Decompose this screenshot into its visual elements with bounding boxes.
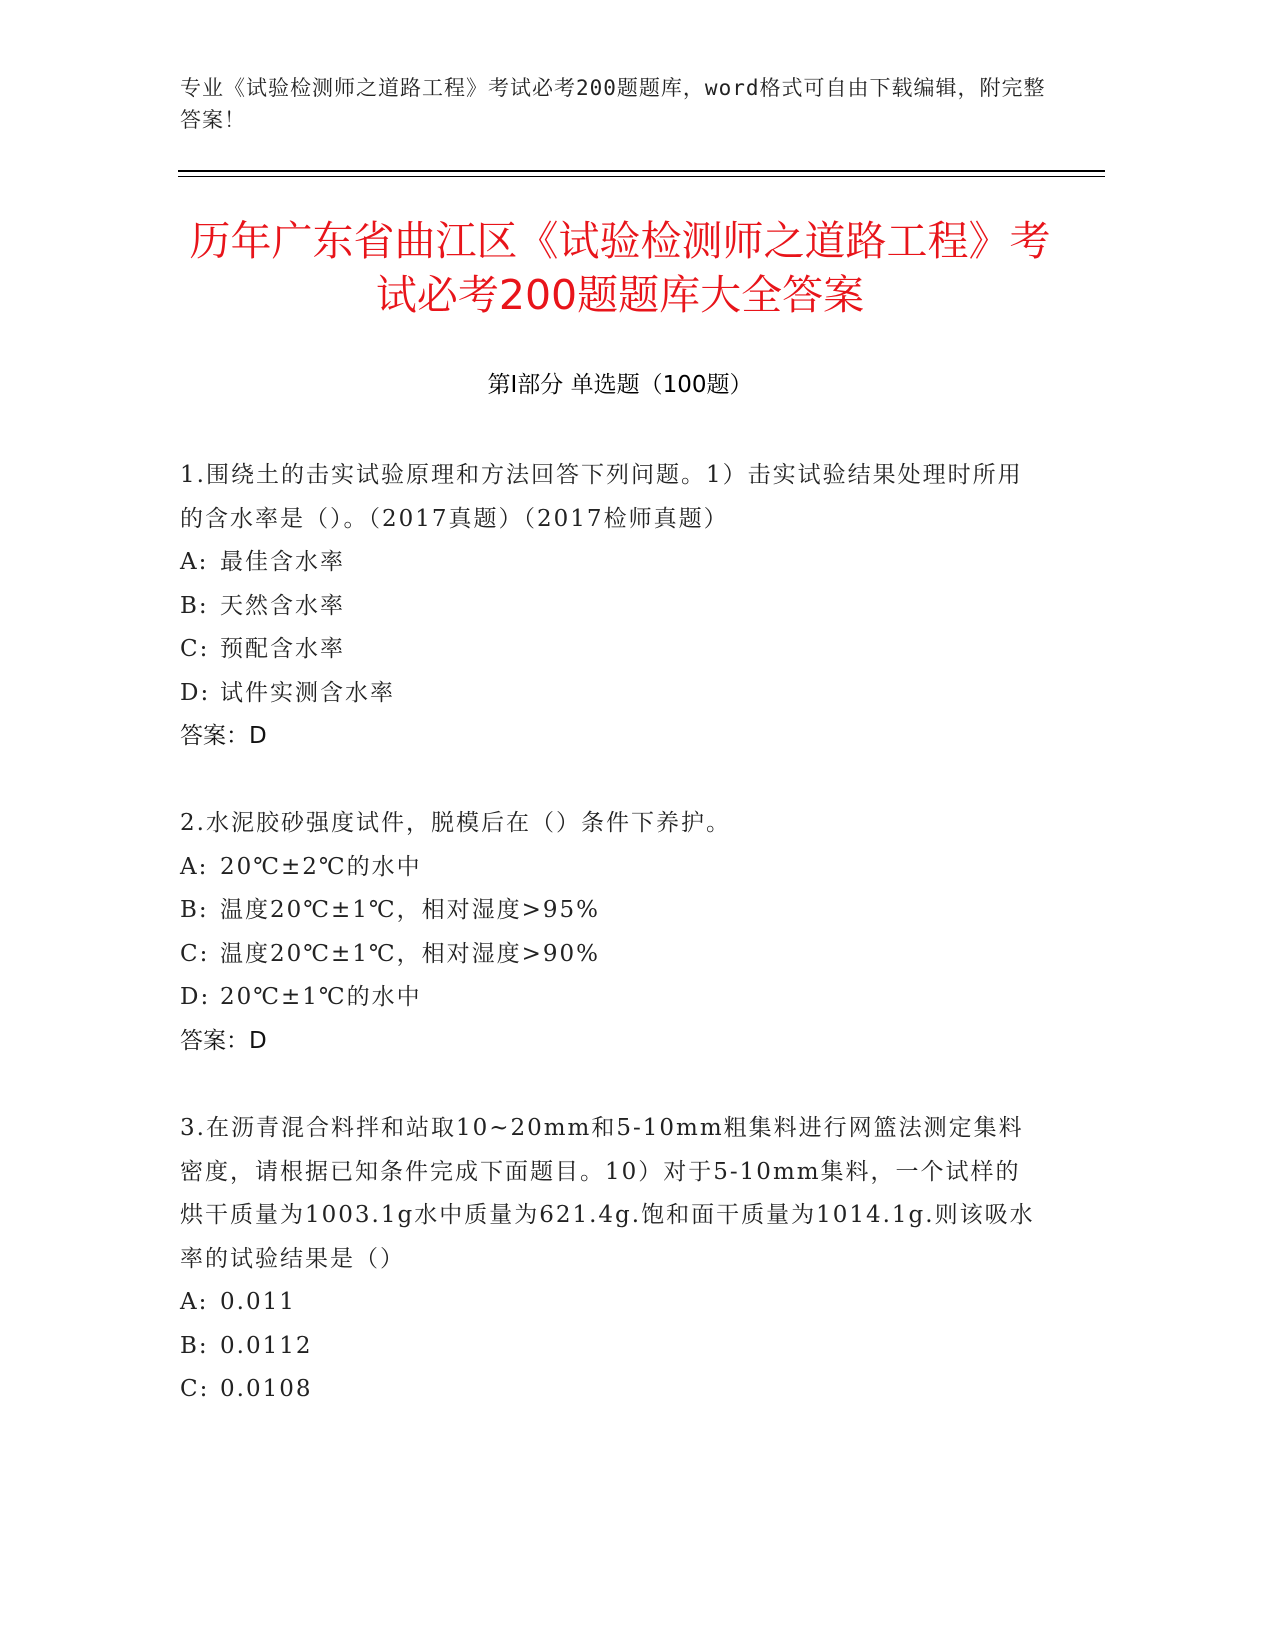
option-a [180, 1281, 1040, 1325]
option-text: 0.011 [220, 1289, 296, 1315]
option-key: A: [180, 853, 209, 880]
option-c [180, 628, 1040, 672]
option-text: 天然含水率 [220, 592, 345, 619]
option-a [180, 541, 1040, 585]
answer-line [180, 1020, 1040, 1064]
option-key: B: [180, 592, 209, 619]
option-b [180, 889, 1040, 933]
answer-line [180, 715, 1040, 759]
option-d [180, 672, 1040, 716]
section-heading: 第I部分 单选题（100题） [487, 372, 753, 398]
option-a [180, 846, 1040, 890]
option-key: C: [180, 636, 210, 662]
answer-value: D [249, 1027, 267, 1054]
option-text: 温度20℃±1℃，相对湿度>90% [220, 940, 601, 967]
option-key: B: [180, 897, 209, 923]
answer-label: 答案： [180, 723, 249, 749]
answer-value: D [249, 723, 267, 749]
option-key: C: [180, 1376, 210, 1402]
option-key: A: [180, 1289, 209, 1315]
option-text: 20℃±2℃的水中 [220, 853, 422, 880]
document-title: 历年广东省曲江区《试验检测师之道路工程》考试必考200题题库大全答案 [189, 217, 1051, 319]
question-stem: 1.围绕土的击实试验原理和方法回答下列问题。1）击实试验结果处理时所用的含水率是（）。（2017真题）（2017检师真题） [180, 462, 1023, 532]
option-c [180, 933, 1040, 977]
question-2 [180, 802, 1040, 1063]
option-d [180, 976, 1040, 1020]
option-text: 温度20℃±1℃，相对湿度>95% [220, 897, 601, 923]
option-key: B: [180, 1332, 209, 1359]
question-stem: 3.在沥青混合料拌和站取10~20mm和5-10mm粗集料进行网篮法测定集料密度，请根据已知条件完成下面题目。10）对于5-10mm集料，一个试样的烘干质量为1003.1g水中质量为621.4g.饱和面干质量为1014.1g.则该吸水率的试验结果是（） [180, 1115, 1035, 1272]
question-stem: 2.水泥胶砂强度试件，脱模后在（）条件下养护。 [180, 810, 731, 836]
option-text: 0.0108 [220, 1376, 313, 1402]
header-rule-thick [178, 170, 1105, 172]
option-text: 0.0112 [220, 1332, 313, 1359]
option-text: 预配含水率 [220, 636, 345, 662]
option-text: 20℃±1℃的水中 [220, 984, 422, 1010]
option-key: A: [180, 549, 209, 575]
option-text: 最佳含水率 [220, 549, 345, 575]
option-key: C: [180, 940, 210, 967]
option-text: 试件实测含水率 [220, 679, 395, 706]
option-b [180, 585, 1040, 629]
option-c [180, 1368, 1040, 1412]
header-note: 专业《试验检测师之道路工程》考试必考200题题库，word格式可自由下载编辑，附完整答案！ [180, 76, 1046, 132]
option-b [180, 1325, 1040, 1369]
question-1 [180, 454, 1040, 759]
answer-label: 答案： [180, 1027, 249, 1054]
question-3 [180, 1107, 1040, 1412]
option-key: D: [180, 984, 211, 1010]
option-key: D: [180, 679, 211, 706]
header-rule-thin [178, 176, 1105, 177]
